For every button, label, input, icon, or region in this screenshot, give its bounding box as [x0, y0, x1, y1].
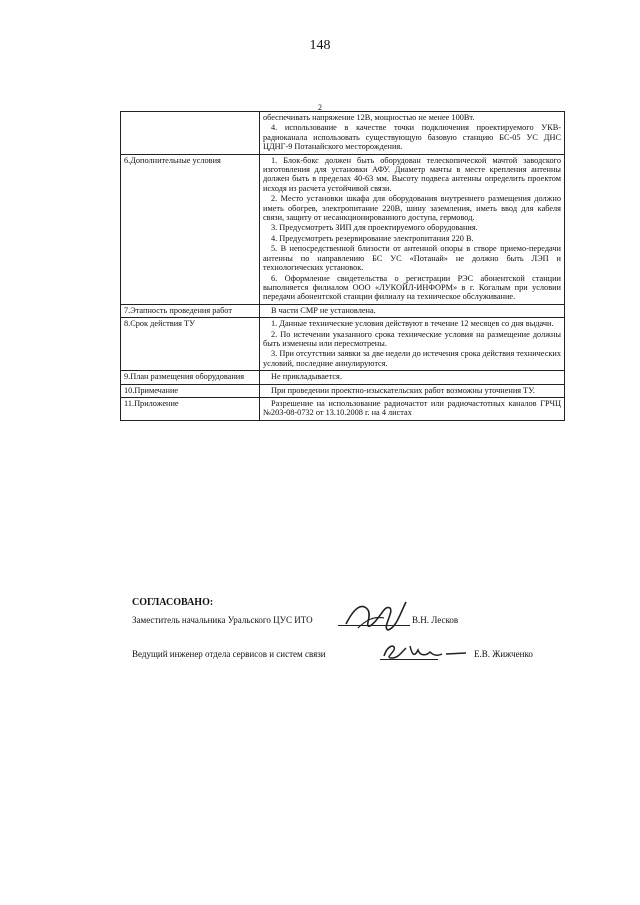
signatory-2-name: Е.В. Жижченко	[474, 649, 533, 659]
table-row	[121, 304, 565, 317]
row-label: 10.Примечание	[121, 384, 260, 397]
condition-paragraph: 1. Данные технические условия действуют в течение 12 месяцев со дня выдачи.	[271, 319, 554, 329]
row-value	[260, 384, 565, 397]
inner-page-number: 2	[318, 103, 322, 112]
condition-paragraph: Не прикладывается.	[271, 372, 342, 382]
condition-paragraph: обеспечивать напряжение 12В, мощностью не менее 100Вт.	[263, 113, 475, 122]
row-label: 7.Этапность проведения работ	[121, 304, 260, 317]
condition-paragraph: 2. По истечении указанного срока технические условия на размещение должны быть изменены или пересмотрены.	[263, 329, 561, 348]
row-value	[260, 112, 565, 155]
condition-paragraph: 3. Предусмотреть ЗИП для проектируемого оборудования.	[271, 223, 478, 233]
table-row	[121, 318, 565, 371]
row-value	[260, 154, 565, 304]
condition-paragraph: 5. В непосредственной близости от антенной опоры в створе приемо-передачи антенны по направлению БС УС «Потанай» не должно быть ЛЭП и технологических установок.	[263, 244, 561, 273]
condition-paragraph: 6. Оформление свидетельства о регистрации РЭС абонентской станции выполняется филиалом ООО «ЛУКОЙЛ-ИНФОРМ» в г. Когалым при условии передачи абонентской станции филиалу на техническое обслуживание.	[263, 273, 561, 302]
condition-paragraph: В части СМР не установлена.	[271, 305, 376, 315]
row-label	[121, 112, 260, 155]
table-row	[121, 112, 565, 155]
row-value	[260, 371, 565, 384]
specifications-table	[120, 111, 565, 421]
signature-2	[380, 640, 472, 664]
condition-paragraph: 1. Блок-бокс должен быть оборудован телескопической мачтой заводского изготовления для установки АФУ. Диаметр мачты в месте крепления антенны должен быть в пределах 40-63 мм. Высоту подвеса антенны определить проектом исходя из расчета устойчивой связи.	[263, 155, 561, 193]
table-row	[121, 154, 565, 304]
row-label: 11.Приложение	[121, 397, 260, 420]
condition-paragraph: 2. Место установки шкафа для оборудования внутреннего размещения должно иметь обогрев, электропитание 220В, шину заземления, иметь ввод для кабеля связи, защиту от несанкционированного доступа, гермовод.	[263, 194, 561, 223]
row-label: 9.План размещения оборудования	[121, 371, 260, 384]
signatory-2-title: Ведущий инженер отдела сервисов и систем связи	[132, 649, 326, 659]
row-value	[260, 318, 565, 371]
row-label: 6.Дополнительные условия	[121, 154, 260, 304]
condition-paragraph: 4. Предусмотреть резервирование электропитания 220 В.	[271, 233, 474, 243]
condition-paragraph: При проведении проектно-изыскательских работ возможны уточнения ТУ.	[271, 385, 535, 395]
condition-paragraph: 4. использование в качестве точки подключения проектируемого УКВ-радиоканала использовать существующую базовую станцию БС-05 УС ДНС ЦДНГ-9 Потанайского месторождения.	[263, 123, 561, 152]
condition-paragraph: Разрешение на использование радиочастот или радиочастотных каналов ГРЧЦ №203-08-0732 от 13.10.2008 г. на 4 листах	[263, 398, 561, 418]
row-value	[260, 397, 565, 420]
signatory-1-name: В.Н. Лесков	[412, 615, 459, 625]
signature-1	[340, 598, 412, 634]
row-value	[260, 304, 565, 317]
row-label: 8.Срок действия ТУ	[121, 318, 260, 371]
signatory-1-title: Заместитель начальника Уральского ЦУС ИТО	[132, 615, 313, 625]
page-number: 148	[309, 38, 331, 53]
table-row	[121, 397, 565, 420]
table-row	[121, 384, 565, 397]
table-row	[121, 371, 565, 384]
approval-heading: СОГЛАСОВАНО:	[132, 597, 214, 608]
condition-paragraph: 3. При отсутствии заявки за две недели до истечения срока действия технических условий, последние аннулируются.	[263, 349, 561, 368]
